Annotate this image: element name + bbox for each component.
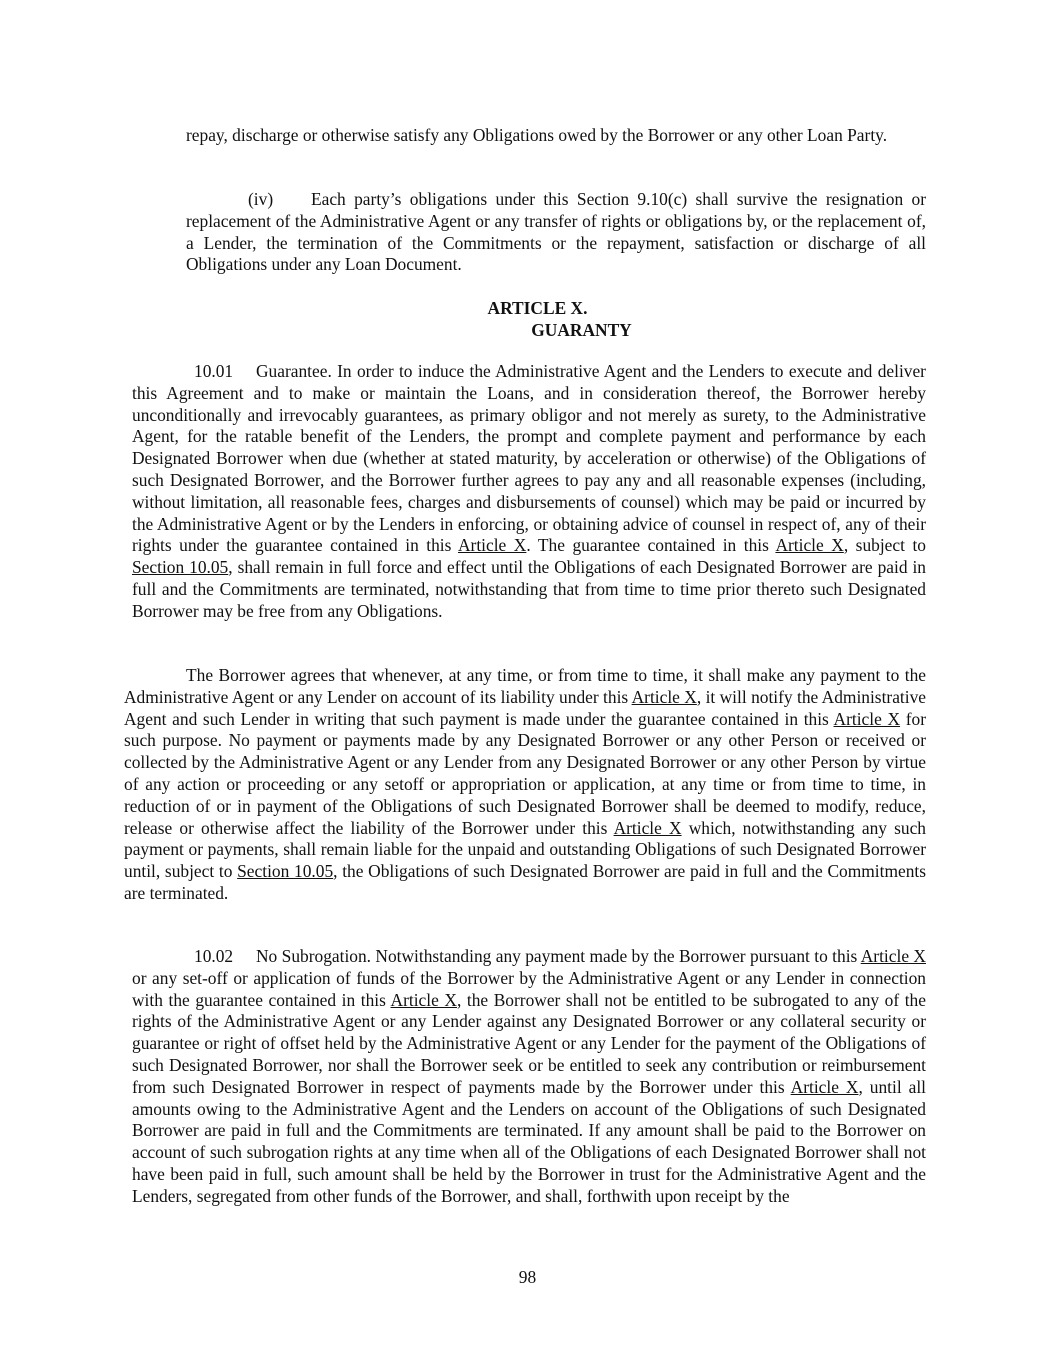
- section-10-02-heading: No Subrogation.: [256, 946, 372, 966]
- clause-iv-number: (iv): [248, 189, 274, 209]
- section-10-01-text: , shall remain in full force and effect until the Obligations of each Designated Borrower are paid in full and the Commitments are terminated, notwithstanding that from time to time prior thereto such Designated Borrower may be free from any Obligations.: [132, 557, 927, 621]
- section-10-02-number: 10.02: [194, 946, 234, 966]
- cross-reference-link[interactable]: Article X: [833, 708, 901, 729]
- cross-reference-link[interactable]: Article X: [390, 989, 457, 1010]
- section-10-01-number: 10.01: [194, 361, 234, 381]
- borrower-agreement-paragraph: [124, 665, 926, 905]
- cross-reference-link[interactable]: Article X: [613, 817, 682, 838]
- borrower-text: The Borrower agrees that whenever, at any time, or from time to time, it shall make any payment to the Administrative Agent or any Lender on account of its liability under this: [124, 665, 926, 707]
- section-10-02-text: , the Borrower shall not be entitled to be subrogated to any of the rights of the Administrative Agent or any Lender against any Designated Borrower or any collateral security or guarantee or right of offset held by the Administrative Agent or any Lender for the payment of the Obligations of such Designated Borrower, nor shall the Borrower seek or be entitled to seek any contribution or reimbursement from such Designated Borrower in respect of payments made by the Borrower under this: [132, 989, 926, 1097]
- section-10-02-paragraph: [132, 946, 926, 1208]
- section-10-01-heading: Guarantee.: [256, 361, 332, 381]
- page-number: 98: [518, 1267, 537, 1287]
- cross-reference-link[interactable]: Article X: [631, 686, 697, 707]
- section-10-02-text: Notwithstanding any payment made by the Borrower pursuant to this: [375, 946, 858, 966]
- cross-reference-link[interactable]: Section 10.05: [132, 557, 229, 578]
- section-10-01-text: In order to induce the Administrative Agent and the Lenders to execute and deliver this Agreement and to make or maintain the Loans, and in consideration thereof, the Borrower hereby unconditionally and irrevocably guarantees, as primary obligor and not merely as surety, to the Administrative Agent, for the ratable benefit of the Lenders, the prompt and complete payment and performance by each Designated Borrower when due (whether at stated maturity, by acceleration or otherwise) of the Obligations of such Designated Borrower, and the Borrower further agrees to pay any and all reasonable expenses (including, without limitation, all reasonable fees, charges and disbursements of counsel) which may be paid or incurred by the Administrative Agent or by the Lenders in enforcing, or obtaining advice of counsel in respect of, any of their rights under the guarantee contained in this: [132, 361, 926, 556]
- borrower-text: , it will notify the Administrative Agent and such Lender in writing that such payment is made under the guarantee contained in this: [124, 686, 926, 729]
- section-10-01-paragraph: [132, 361, 926, 623]
- borrower-text: , the Obligations of such Designated Borrower are paid in full and the Commitments are terminated.: [124, 861, 926, 903]
- cross-reference-link[interactable]: Section 10.05: [237, 861, 334, 882]
- cross-reference-link[interactable]: Article X: [457, 535, 527, 556]
- clause-iv-paragraph: [186, 189, 926, 276]
- borrower-text: which, notwithstanding any such payment or payments, shall remain liable for the unpaid and outstanding Obligations of such Designated Borrower until, subject to: [124, 817, 926, 882]
- section-10-02-text: , until all amounts owing to the Administrative Agent and the Lenders on account of the Obligations of such Designated Borrower are paid in full and the Commitments are terminated. If any amount shall be paid to the Borrower on account of such subrogation rights at any time when all of the Obligations of each Designated Borrower shall not have been paid in full, such amount shall be held by the Borrower in trust for the Administrative Agent and the Lenders, segregated from other funds of the Borrower, and shall, forthwith upon receipt by the: [132, 1076, 926, 1206]
- cross-reference-link[interactable]: Article X: [860, 946, 926, 966]
- cross-reference-link[interactable]: Article X: [790, 1076, 859, 1097]
- cross-reference-link[interactable]: Article X: [775, 535, 844, 556]
- article-title: ARTICLE X.: [487, 298, 588, 318]
- section-10-01-text: , subject to: [843, 535, 926, 556]
- article-subtitle: GUARANTY: [531, 320, 632, 340]
- intro-paragraph: repay, discharge or otherwise satisfy any Obligations owed by the Borrower or any other Loan Party.: [186, 125, 888, 145]
- borrower-text: for such purpose. No payment or payments made by any Designated Borrower or any other Person or received or collected by the Administrative Agent or any Lender from any Designated Borrower or any other Person by virtue of any action or proceeding or any setoff or appropriation or application, at any time or from time to time, in reduction of or in payment of the Obligations of such Designated Borrower shall be deemed to modify, reduce, release or otherwise affect the liability of the Borrower under this: [124, 708, 926, 838]
- section-10-01-text: . The guarantee contained in this: [526, 535, 769, 556]
- clause-iv-text: Each party’s obligations under this Section 9.10(c) shall survive the resignation or replacement of the Administrative Agent or any transfer of rights or obligations by, or the replacement of, a Lender, the termination of the Commitments or the repayment, satisfaction or discharge of all Obligations under any Loan Document.: [186, 189, 926, 275]
- section-10-02-text: or any set-off or application of funds of the Borrower by the Administrative Agent or any Lender in connection with the guarantee contained in this: [132, 967, 926, 1010]
